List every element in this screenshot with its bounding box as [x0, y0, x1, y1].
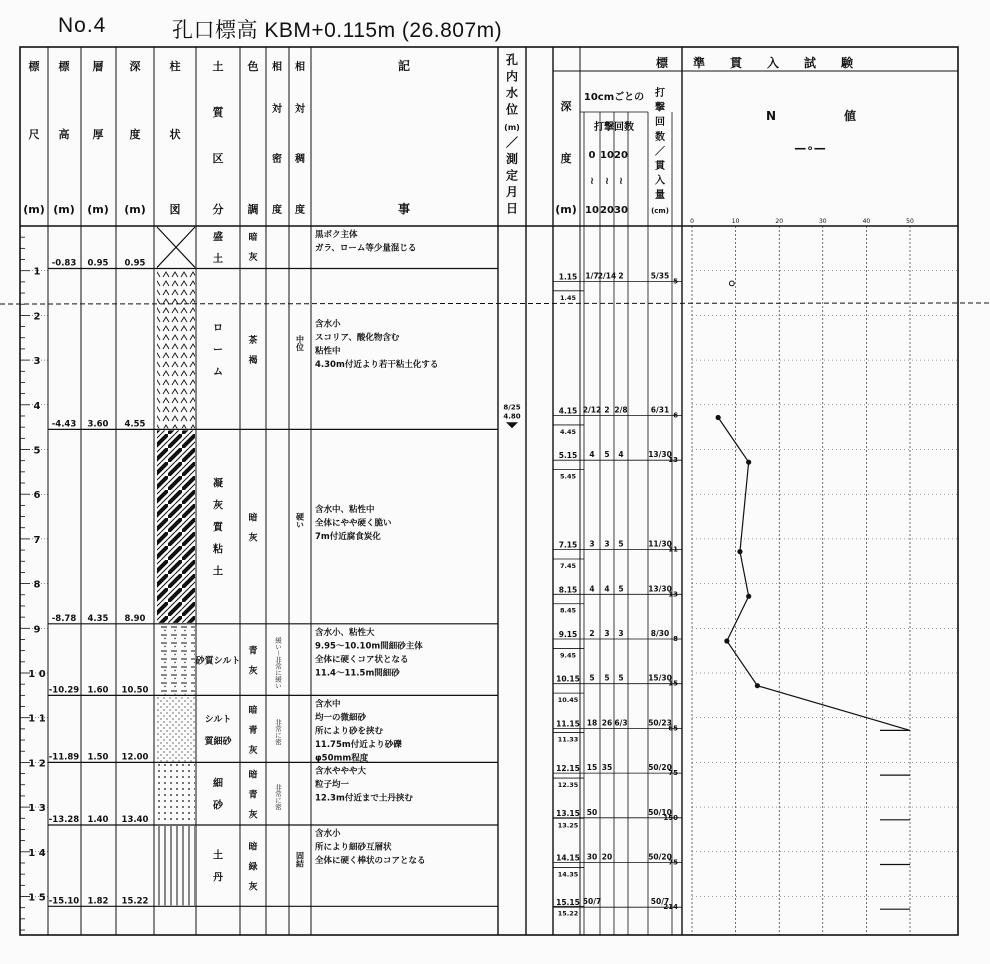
spt-blow-total: 50/20	[648, 763, 672, 773]
spt-title-char: 入	[766, 56, 780, 70]
header-density: 対	[272, 104, 282, 115]
spt-n-value: 6	[673, 411, 678, 420]
blow-range-from: 10	[600, 150, 614, 161]
spt-blow-b3: 4	[618, 450, 624, 460]
header-soil: 質	[212, 106, 224, 119]
scale-label: 7	[33, 534, 41, 546]
spt-start-depth: 8.15	[558, 585, 578, 595]
header-scale: 標	[28, 60, 40, 73]
n-axis-tick: 10	[731, 218, 740, 225]
water-level-depth: 4.80	[503, 412, 521, 421]
table-grid	[0, 47, 990, 935]
scale-label: 2	[33, 311, 41, 323]
layer-note: 粒子均一	[315, 779, 350, 790]
layer-thickness: 0.95	[87, 258, 109, 269]
header-n-label: N	[765, 109, 777, 123]
layer-consistency: 固結	[295, 851, 305, 868]
layer-thickness: 1.82	[87, 896, 109, 907]
column-pattern-dotan	[157, 826, 195, 905]
layer-depth: 4.55	[124, 419, 146, 430]
water-level-date: 8/25	[503, 403, 521, 412]
spt-n-value: 15	[668, 679, 678, 688]
spt-start-depth: 1.15	[558, 272, 578, 282]
blow-range-sep: ≀	[590, 176, 594, 187]
layer-soil-name: 質細砂	[204, 736, 232, 747]
layer-consistency: 中位	[295, 334, 305, 351]
layer-note: スコリア、酸化物含む	[315, 333, 400, 344]
spt-end-depth: 4.45	[559, 427, 577, 436]
layer-soil-name: 砂	[213, 800, 223, 812]
layer-color: 暗	[248, 513, 258, 524]
header-water-level: 内	[505, 69, 519, 84]
layer-note: 全体にやや硬く脆い	[315, 518, 392, 529]
header-density: 度	[272, 205, 282, 216]
spt-end-depth: 12.35	[557, 781, 579, 790]
spt-blow-total: 15/30	[648, 673, 672, 683]
spt-blow-b1: 50	[586, 807, 598, 817]
layer-soil-name: 土	[213, 254, 223, 265]
layer-depth: 12.00	[121, 752, 149, 763]
scale-label: 8	[33, 579, 41, 591]
spt-title-char: 準	[692, 56, 706, 70]
spt-title-char: 試	[803, 56, 817, 70]
spt-blow-b2: 2/14	[597, 271, 617, 281]
header-spt-depth: 度	[560, 152, 572, 165]
layer-color: 茶	[248, 335, 258, 346]
layer-depth: 10.50	[121, 685, 149, 696]
layer-color: 灰	[248, 533, 258, 544]
log-body	[28, 229, 678, 917]
layer-thickness: 1.50	[87, 752, 109, 763]
n-axis-tick: 50	[906, 218, 914, 225]
layer-note: 含水中、粘性中	[315, 505, 375, 516]
header-blow-total: ／	[655, 146, 665, 158]
layer-soil-name: 質	[213, 522, 223, 534]
spt-blow-total: 11/30	[648, 539, 672, 549]
layer-elevation: -0.83	[51, 258, 77, 269]
spt-blow-b2: 2	[604, 405, 610, 415]
layer-elevation: -13.28	[48, 814, 80, 825]
layer-color: 暗	[248, 705, 258, 716]
layer-elevation: -15.10	[48, 896, 80, 907]
header-thickness: 層	[92, 60, 104, 73]
header-notes: 記	[397, 59, 411, 73]
layer-thickness: 1.40	[87, 814, 109, 825]
n-value-line	[718, 418, 910, 731]
layer-soil-name: 凝	[213, 478, 223, 490]
layer-color: 褐	[248, 355, 258, 366]
layer-color: 灰	[248, 253, 258, 263]
layer-soil-name: 土	[213, 850, 223, 862]
header-column: 図	[169, 203, 181, 216]
spt-blow-b1: 4	[589, 584, 595, 594]
layer-soil-name: 粘	[213, 544, 223, 556]
layer-depth: 8.90	[124, 613, 146, 624]
header-blow-total: 撃	[655, 102, 665, 114]
layer-note: 7m付近腐食炭化	[315, 532, 381, 543]
spt-blow-total: 8/30	[650, 629, 670, 639]
spt-blow-b3: 5	[618, 584, 624, 594]
header-water-level: ／	[505, 135, 519, 150]
column-pattern-loam	[157, 269, 195, 428]
header-blow-total: 数	[655, 131, 665, 143]
spt-blow-b3: 2	[618, 271, 624, 281]
layer-note: 含水小	[315, 319, 341, 330]
scale-label: 9	[33, 624, 41, 636]
blow-range-sep: ≀	[619, 176, 623, 187]
layer-thickness: 4.35	[87, 613, 109, 624]
layer-note: φ50mm程度	[315, 753, 369, 764]
n-value-chart	[690, 218, 958, 935]
spt-end-depth: 7.45	[559, 562, 577, 571]
header-water-level: 位	[505, 102, 519, 117]
header-soil: 区	[212, 152, 224, 165]
spt-blow-b1: 1/7	[585, 271, 599, 281]
header-water-level: 月	[505, 185, 519, 199]
spt-n-value: 150	[663, 813, 678, 822]
header-density: 密	[272, 154, 282, 165]
layer-color: 青	[248, 790, 258, 801]
header-blows-per-10cm: 打撃回数	[594, 122, 634, 133]
layer-color: 暗	[248, 842, 258, 853]
header-density: 相	[272, 62, 282, 73]
n-point	[755, 683, 760, 688]
spt-end-depth: 9.45	[559, 651, 577, 660]
spt-blow-b2: 20	[601, 852, 613, 862]
scale-label: 1 2	[28, 758, 46, 770]
n-axis-tick: 20	[775, 218, 784, 225]
column-pattern-sandysilt	[157, 625, 195, 695]
scale-label: 1 4	[28, 847, 46, 859]
layer-note: 11.75m付近より砂礫	[315, 739, 402, 750]
layer-note: 所により砂を挟む	[315, 726, 384, 737]
n-point	[716, 415, 721, 420]
spt-blow-b2: 5	[604, 673, 610, 683]
log-number: No.4	[58, 14, 107, 37]
spt-blow-b3: 2/8	[614, 405, 628, 415]
spt-start-depth: 10.15	[556, 674, 580, 684]
header-n-legend: —∘—	[794, 141, 826, 155]
n-point	[746, 594, 751, 599]
column-pattern-tuff	[157, 430, 195, 622]
header-elevation: 高	[58, 128, 70, 141]
layer-density: 緩い～非常に緩い	[274, 636, 282, 689]
spt-end-depth: 15.22	[557, 909, 579, 918]
header-blow-total: (cm)	[651, 206, 669, 215]
header-color: 調	[247, 203, 259, 216]
layer-color: 灰	[248, 810, 258, 821]
spt-blow-b1: 3	[589, 539, 595, 549]
layer-color: 暗	[248, 770, 258, 781]
spt-blow-total: 6/31	[650, 405, 670, 415]
header-n-label: 値	[843, 109, 857, 123]
spt-blow-b3: 5	[618, 673, 624, 683]
spt-end-depth: 13.25	[557, 821, 579, 830]
spt-n-value: 11	[668, 545, 678, 554]
layer-color: 青	[248, 646, 258, 657]
spt-blow-total: 50/20	[648, 852, 672, 862]
spt-n-value: 5	[673, 277, 678, 286]
layer-note: 均一の微細砂	[315, 712, 367, 723]
layer-elevation: -8.78	[51, 613, 77, 624]
spt-start-depth: 5.15	[558, 451, 578, 461]
layer-color: 暗	[248, 233, 258, 243]
blow-range-sep: ≀	[605, 176, 609, 187]
scale-label: 6	[33, 490, 41, 502]
header-consistency: 対	[295, 104, 305, 115]
header-elevation: 標	[58, 60, 70, 73]
layer-note: 全体に硬くコア状となる	[315, 654, 409, 665]
header-notes: 事	[397, 202, 411, 216]
header-water-level: 測	[505, 152, 519, 166]
spt-end-depth: 8.45	[559, 606, 577, 615]
header-blow-total: 打	[655, 88, 665, 99]
spt-start-depth: 4.15	[558, 406, 578, 416]
layer-color: 灰	[248, 745, 258, 756]
layer-soil-name: ロ	[213, 322, 223, 334]
layer-thickness: 1.60	[87, 685, 109, 696]
header-depth: 度	[129, 128, 141, 141]
header-thickness: (m)	[87, 203, 109, 216]
spt-blow-b1: 2	[589, 629, 595, 639]
scale-label: 1 5	[28, 892, 46, 904]
header-soil: 土	[212, 60, 224, 73]
layer-note: 4.30m付近より若干粘土化する	[315, 360, 439, 371]
column-pattern-sand	[157, 763, 195, 824]
spt-blow-total: 50/23	[648, 718, 672, 728]
spt-blow-b1: 2/12	[582, 405, 602, 415]
layer-soil-name: 砂質シルト	[195, 656, 241, 667]
layer-soil-name: 丹	[213, 872, 223, 884]
spt-n-value: 13	[668, 590, 678, 599]
layer-elevation: -11.89	[48, 752, 80, 763]
header-depth: 深	[129, 60, 141, 73]
spt-n-value: 75	[668, 769, 678, 778]
n-point-open	[729, 281, 734, 286]
layer-color: 青	[248, 725, 258, 736]
spt-blow-b3: 6/3	[614, 718, 628, 728]
header-thickness: 厚	[92, 128, 104, 141]
spt-end-depth: 1.45	[559, 293, 577, 302]
spt-end-depth: 14.35	[557, 870, 579, 879]
layer-note: 含水ややや大	[315, 766, 367, 777]
spt-title-char: 標	[655, 56, 669, 70]
spt-blow-b3: 5	[618, 539, 624, 549]
header-water-level: 水	[505, 86, 519, 100]
spt-start-depth: 13.15	[556, 808, 580, 818]
header-column: 状	[169, 128, 181, 141]
n-point	[737, 549, 742, 554]
layer-density: 非常に密	[274, 718, 282, 745]
spt-blow-b2: 26	[601, 718, 613, 728]
blow-range-to: 10	[585, 205, 599, 216]
spt-blow-b2: 4	[604, 584, 610, 594]
header-water-level: 孔	[505, 53, 519, 67]
header-elevation: (m)	[53, 203, 75, 216]
header-consistency: 相	[295, 62, 305, 73]
layer-note: 所により細砂互層状	[315, 842, 392, 853]
scale-label: 3	[33, 356, 41, 368]
scale-label: 1 0	[28, 669, 46, 680]
layer-consistency: 硬い	[295, 512, 305, 529]
spt-n-value: 65	[668, 724, 678, 733]
spt-n-value: 214	[663, 903, 678, 912]
n-axis-tick: 0	[690, 218, 694, 225]
n-axis-tick: 30	[818, 218, 827, 225]
header-column: 柱	[169, 60, 181, 73]
layer-soil-name: ー	[213, 344, 223, 356]
layer-color: 緑	[248, 862, 258, 873]
spt-end-depth: 11.33	[557, 735, 579, 744]
layer-elevation: -10.29	[48, 685, 80, 696]
spt-blow-b2: 5	[604, 450, 610, 460]
spt-start-depth: 7.15	[558, 540, 578, 550]
spt-blow-b1: 50/7	[582, 897, 602, 907]
spt-n-value: 75	[668, 858, 678, 867]
blow-range-to: 20	[600, 205, 614, 216]
layer-depth: 13.40	[121, 814, 149, 825]
spt-blow-total: 5/35	[650, 271, 670, 281]
spt-n-value: 8	[673, 635, 678, 644]
header-blow-total: 入	[655, 175, 665, 187]
spt-blow-b2: 3	[604, 539, 610, 549]
spt-end-depth: 10.45	[557, 696, 579, 705]
column-pattern-layer	[157, 227, 195, 905]
n-point	[746, 460, 751, 465]
scale-label: 1	[33, 266, 41, 278]
layer-color: 灰	[248, 882, 258, 893]
layer-note: ガラ、ローム等少量混じる	[315, 243, 417, 254]
header-consistency: 稠	[295, 154, 305, 165]
spt-end-depth: 5.45	[559, 472, 577, 481]
layer-elevation: -4.43	[51, 419, 77, 430]
blow-range-from: 0	[588, 150, 596, 161]
header-scale: (m)	[23, 203, 45, 216]
spt-n-value: 13	[668, 456, 678, 465]
spt-blow-total: 13/30	[648, 584, 672, 594]
spt-blow-b1: 30	[586, 852, 598, 862]
layer-depth: 0.95	[124, 258, 146, 269]
header-spt-depth: (m)	[555, 203, 577, 216]
spt-title-char: 験	[840, 56, 854, 70]
n-point	[724, 638, 729, 643]
layer-note: 粘性中	[315, 346, 341, 357]
layer-soil-name: 土	[213, 566, 223, 578]
header-blow-total: 量	[655, 190, 665, 202]
layer-note: 含水小、粘性大	[315, 627, 375, 638]
scale-label: 1 3	[28, 803, 46, 815]
header-blow-total: 回	[655, 117, 665, 129]
header-blow-total: 貫	[655, 161, 665, 172]
layer-note: 9.95～10.10m間細砂主体	[315, 641, 423, 652]
header-soil: 分	[212, 203, 224, 216]
header-color: 色	[247, 60, 259, 73]
spt-blow-total: 50/7	[650, 897, 670, 907]
spt-title-char: 貫	[729, 56, 743, 70]
layer-note: 11.4～11.5m間細砂	[315, 668, 400, 679]
layer-thickness: 3.60	[87, 419, 109, 430]
header-blows-per-10cm: 10cmごとの	[583, 92, 645, 103]
layer-density: 非常に密	[274, 783, 282, 810]
scale-label: 1 1	[28, 713, 46, 725]
layer-note: 含水小	[315, 828, 341, 839]
header-scale: 尺	[28, 128, 40, 141]
layer-soil-name: ム	[213, 366, 223, 378]
scale-label: 5	[33, 445, 41, 457]
spt-start-depth: 12.15	[556, 764, 580, 774]
header-left	[23, 52, 520, 216]
spt-blow-b1: 18	[586, 718, 598, 728]
layer-note: 含水中	[315, 699, 341, 710]
layer-note: 全体に硬く棒状のコアとなる	[315, 855, 426, 866]
scan-fold-line	[0, 303, 990, 304]
spt-start-depth: 11.15	[556, 719, 580, 729]
layer-soil-name: 盛	[213, 232, 223, 243]
spt-blow-b1: 15	[586, 763, 598, 773]
column-pattern-siltysand	[157, 696, 195, 761]
spt-blow-b2: 3	[604, 629, 610, 639]
layer-soil-name: 細	[213, 778, 223, 790]
spt-start-depth: 14.15	[556, 853, 580, 863]
spt-blow-b1: 4	[589, 450, 595, 460]
layer-soil-name: 灰	[213, 500, 223, 512]
layer-soil-name: シルト	[204, 714, 232, 725]
spt-blow-b1: 5	[589, 673, 595, 683]
spt-start-depth: 15.15	[556, 898, 580, 908]
spt-blow-total: 50/10	[648, 807, 672, 817]
layer-color: 灰	[248, 666, 258, 677]
header-consistency: 度	[295, 205, 305, 216]
layer-note: 12.3m付近まで土丹挟む	[315, 793, 413, 804]
spt-blow-total: 13/30	[648, 450, 672, 460]
header-water-level: (m)	[504, 123, 520, 132]
blow-range-from: 20	[614, 150, 628, 161]
header-water-level: 定	[505, 168, 519, 183]
layer-depth: 15.22	[121, 896, 149, 907]
header-water-level: 日	[505, 201, 519, 216]
spt-start-depth: 9.15	[558, 630, 578, 640]
layer-note: 黒ボク主体	[315, 230, 358, 240]
header-spt-depth: 深	[560, 100, 572, 113]
scale-label: 4	[33, 400, 41, 412]
blow-range-to: 30	[614, 205, 628, 216]
water-level-mark	[506, 422, 518, 428]
n-axis-tick: 40	[862, 218, 871, 225]
header-depth: (m)	[124, 203, 146, 216]
spt-blow-b3: 3	[618, 629, 624, 639]
borehole-elevation-title: 孔口標高 KBM+0.115m (26.807m)	[172, 19, 503, 42]
spt-blow-b2: 35	[601, 763, 613, 773]
